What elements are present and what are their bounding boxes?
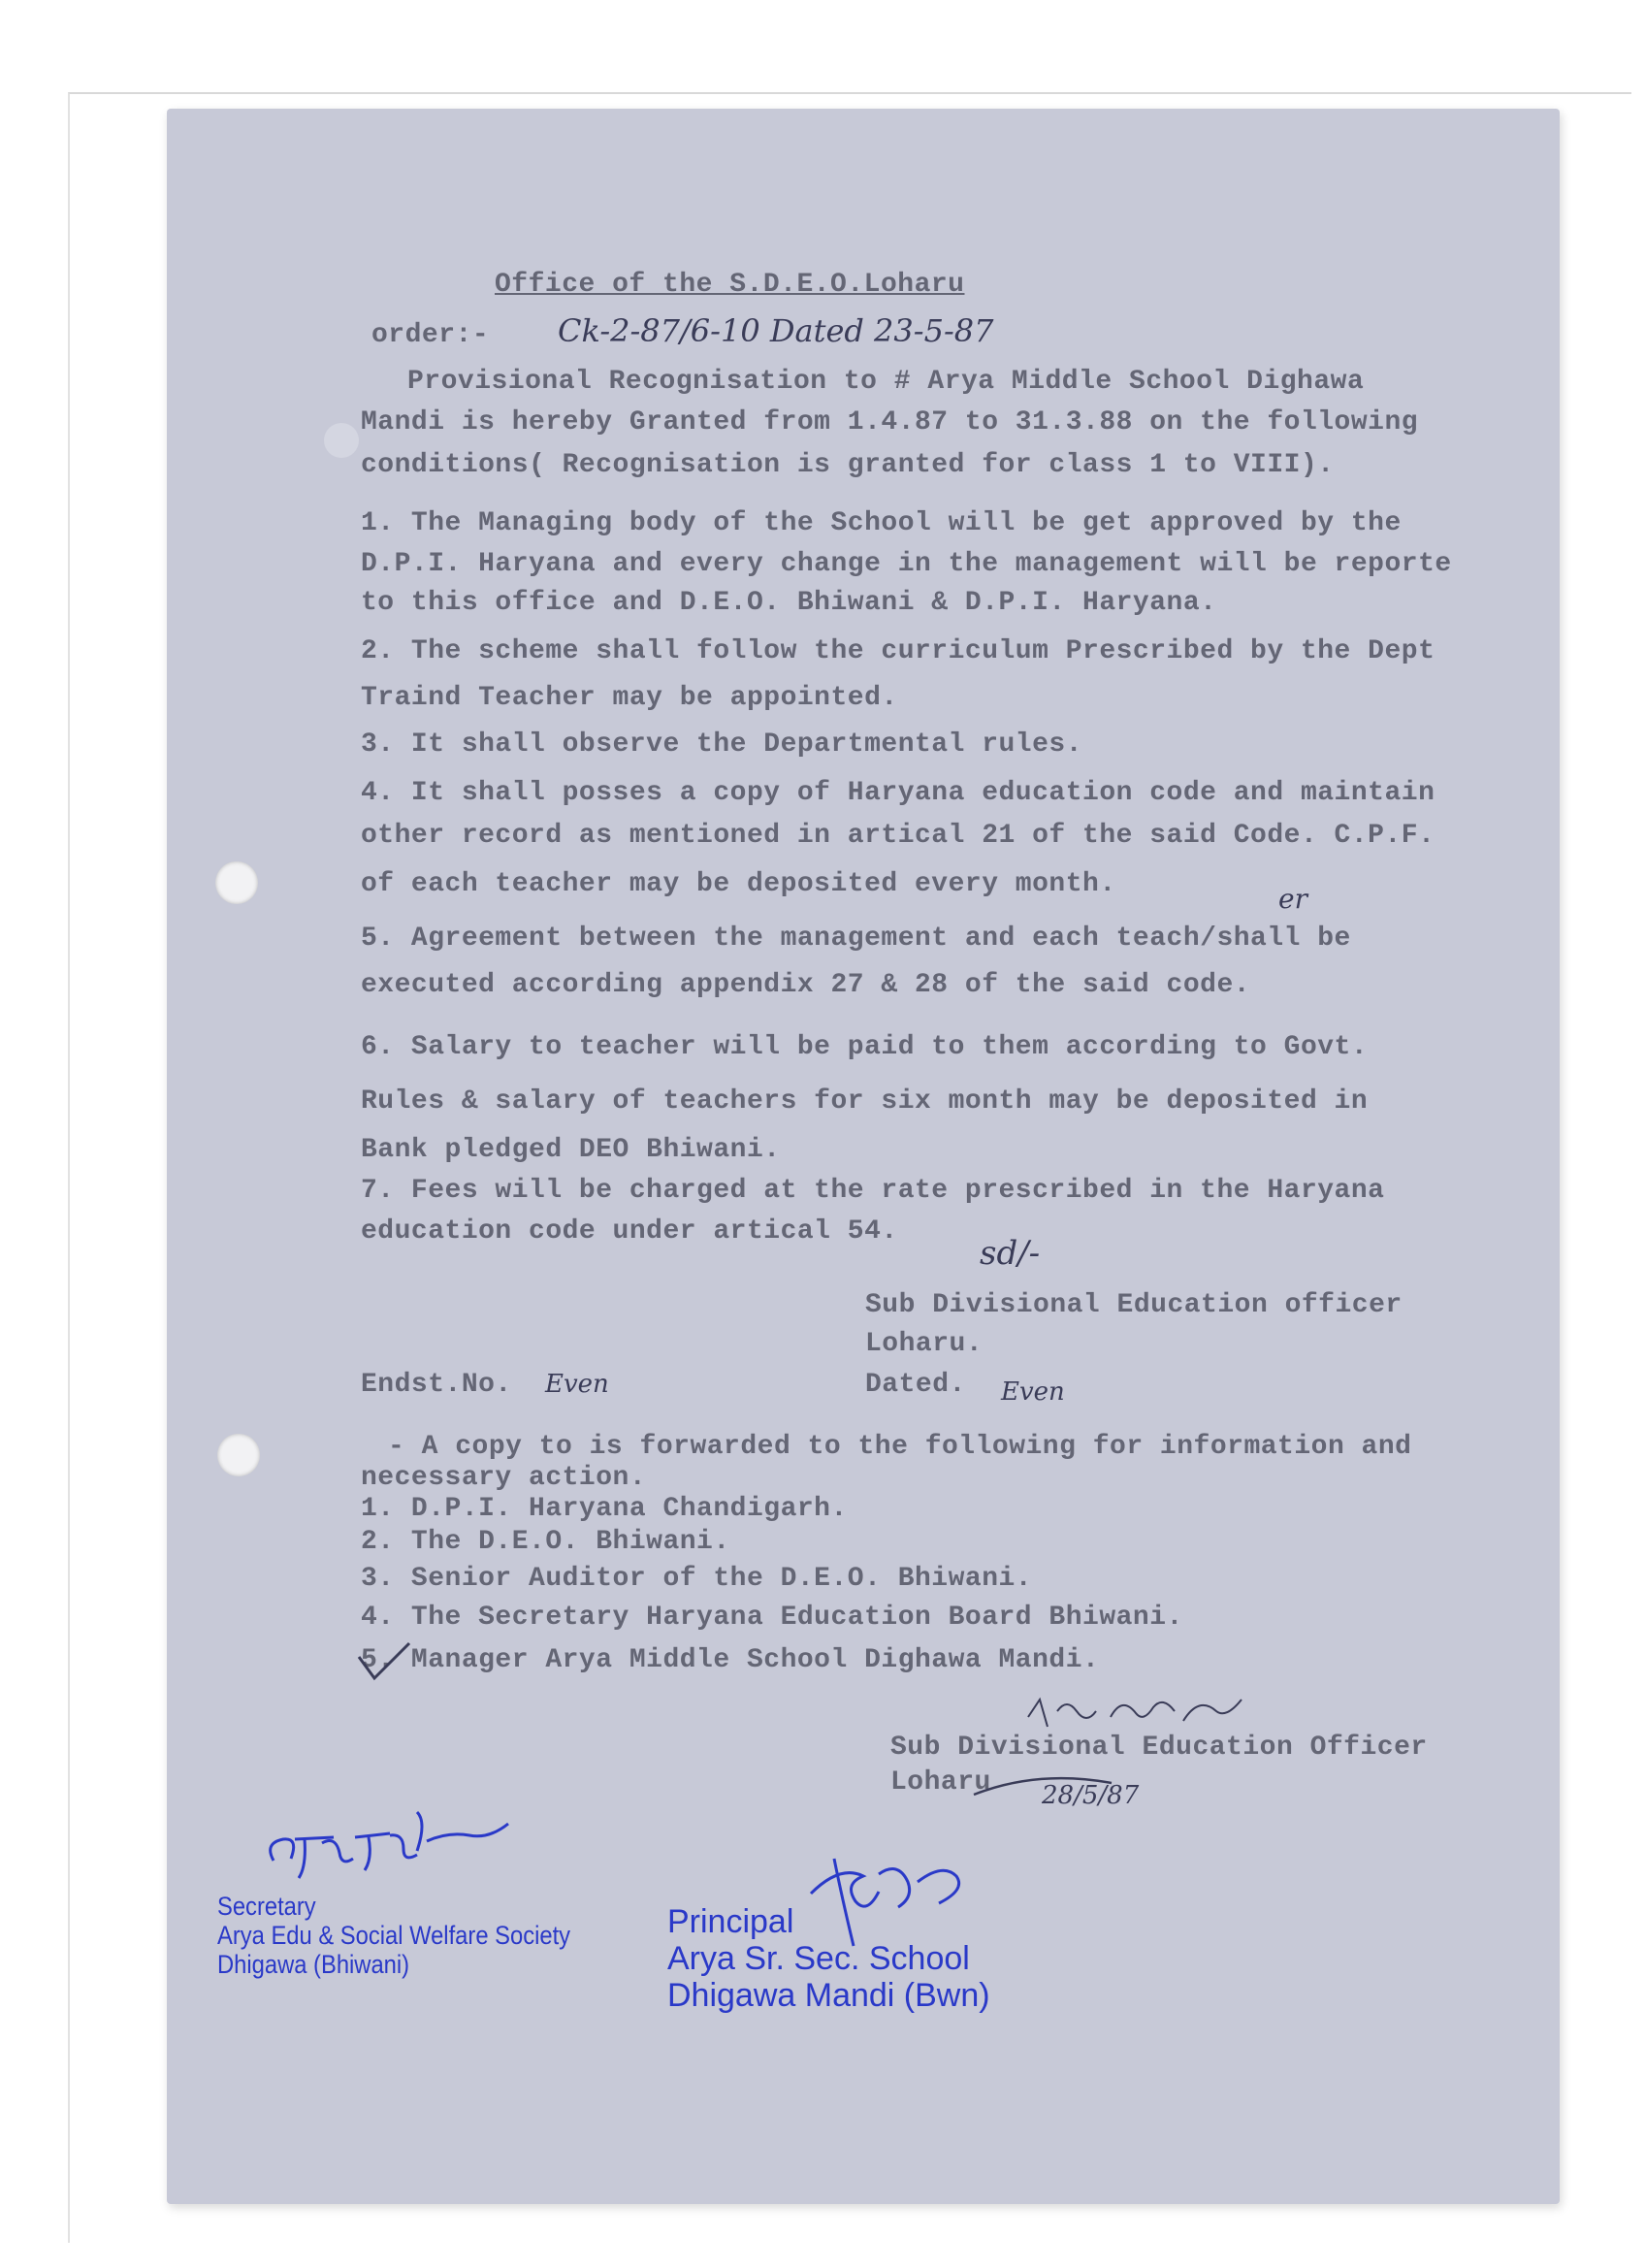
condition-line: 3. It shall observe the Departmental rules. — [361, 729, 1083, 760]
sd-mark: sd/- — [980, 1234, 1041, 1273]
recipient-item: 5. Manager Arya Middle School Dighawa Mandi. — [361, 1645, 1100, 1675]
stamp-principal — [667, 1903, 990, 2014]
condition-line: 7. Fees will be charged at the rate prescribed in the Haryana — [361, 1176, 1385, 1206]
condition-line: 1. The Managing body of the School will be get approved by the — [361, 508, 1402, 538]
recipient-item: 2. The D.E.O. Bhiwani. — [361, 1527, 730, 1557]
stamp-principal-line: Principal — [667, 1903, 794, 1940]
recipient-item: 1. D.P.I. Haryana Chandigarh. — [361, 1494, 848, 1524]
condition-line: Bank pledged DEO Bhiwani. — [361, 1135, 781, 1165]
stamp-secretary-line: Dhigawa (Bhiwani) — [217, 1950, 410, 1980]
condition-line: of each teacher may be deposited every month. — [361, 869, 1116, 899]
endst-value: Even — [545, 1370, 609, 1399]
stamp-secretary-line: Arya Edu & Social Welfare Society — [217, 1921, 571, 1951]
signatory-1-title: Sub Divisional Education officer — [865, 1290, 1403, 1320]
signatory-2-date: 28/5/87 — [1042, 1781, 1140, 1810]
endst-label: Endst.No. — [361, 1370, 512, 1400]
condition-line: executed according appendix 27 & 28 of the said code. — [361, 970, 1251, 1000]
stamp-principal-line: Dhigawa Mandi (Bwn) — [667, 1977, 990, 2015]
order-label: order:- — [371, 320, 490, 350]
forward-line-2: necessary action. — [361, 1463, 647, 1493]
condition-line: to this office and D.E.O. Bhiwani & D.P.I. Haryana. — [361, 588, 1217, 618]
recipient-item: 3. Senior Auditor of the D.E.O. Bhiwani. — [361, 1564, 1033, 1594]
handwritten-insert-er: er — [1278, 883, 1307, 915]
punch-hole-faint — [324, 423, 359, 458]
intro-line-2: Mandi is hereby Granted from 1.4.87 to 31.3.88 on the following — [361, 407, 1419, 437]
office-heading: Office of the S.D.E.O.Loharu — [495, 270, 965, 300]
condition-line: Rules & salary of teachers for six month may be deposited in — [361, 1086, 1369, 1117]
condition-line: 5. Agreement between the management and each teach/shall be — [361, 923, 1351, 954]
punch-hole-bottom — [217, 1434, 260, 1476]
intro-line-1: Provisional Recognisation to # Arya Middle School Dighawa — [407, 367, 1365, 397]
condition-line: D.P.I. Haryana and every change in the management will be reporte — [361, 549, 1452, 579]
stamp-secretary — [217, 1892, 570, 1980]
signature-secretary — [254, 1800, 516, 1888]
condition-line: Traind Teacher may be appointed. — [361, 683, 898, 713]
condition-line: 2. The scheme shall follow the curriculum Prescribed by the Dept — [361, 636, 1435, 666]
stamp-principal-line: Arya Sr. Sec. School — [667, 1940, 970, 1978]
punch-hole-top — [215, 861, 258, 904]
checkmark-icon — [355, 1639, 413, 1686]
condition-line: other record as mentioned in artical 21 of the said Code. C.P.F. — [361, 821, 1435, 851]
intro-line-3: conditions( Recognisation is granted for class 1 to VIII). — [361, 450, 1335, 480]
dated-value: Even — [1001, 1377, 1065, 1407]
condition-line: 6. Salary to teacher will be paid to them according to Govt. — [361, 1032, 1369, 1062]
condition-line: 4. It shall posses a copy of Haryana education code and maintain — [361, 778, 1435, 808]
recipient-item: 4. The Secretary Haryana Education Board Bhiwani. — [361, 1603, 1183, 1633]
signatory-2-place: Loharu — [890, 1767, 991, 1798]
order-reference-handwritten: Ck-2-87/6-10 Dated 23-5-87 — [558, 312, 994, 349]
forward-line-1: - A copy to is forwarded to the following for information and — [388, 1432, 1412, 1462]
signatory-1-place: Loharu. — [865, 1329, 984, 1359]
stamp-secretary-line: Secretary — [217, 1892, 316, 1921]
signatory-2-title: Sub Divisional Education Officer — [890, 1733, 1428, 1763]
dated-label: Dated. — [865, 1370, 966, 1400]
signature-underline — [970, 1766, 1115, 1804]
condition-line: education code under artical 54. — [361, 1216, 898, 1247]
